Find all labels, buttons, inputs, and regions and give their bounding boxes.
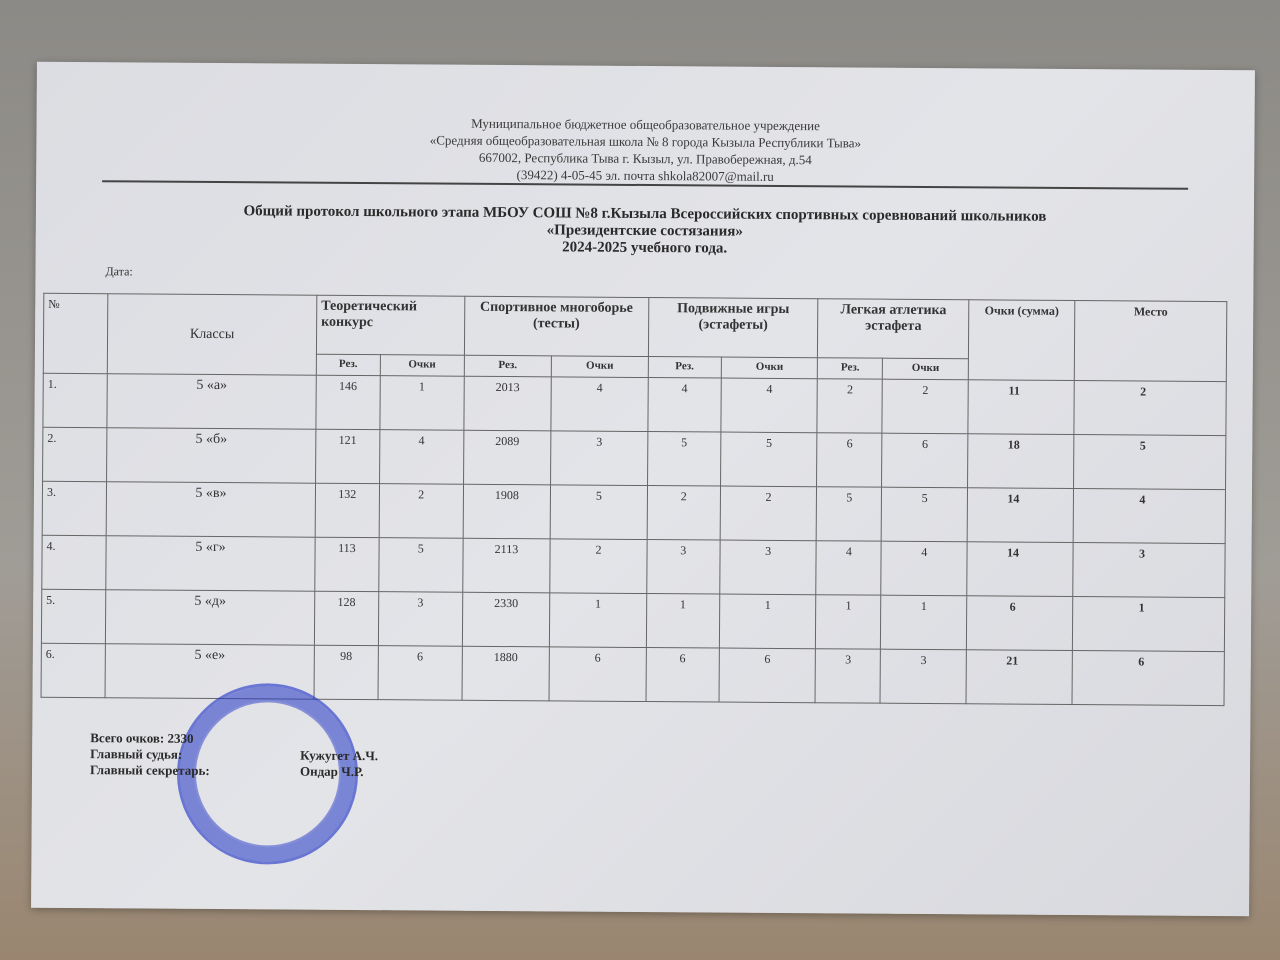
table-cell: 2	[1074, 381, 1226, 436]
table-cell: 14	[967, 542, 1073, 597]
subheader-res: Рез.	[818, 358, 883, 379]
table-cell: 3	[815, 649, 880, 703]
table-cell: 14	[967, 488, 1073, 543]
table-cell: 5 «б»	[107, 428, 316, 483]
table-cell: 5.	[41, 589, 105, 643]
table-cell: 121	[316, 429, 380, 483]
date-label: Дата:	[105, 264, 133, 279]
table-cell: 5	[817, 487, 882, 541]
table-cell: 1880	[462, 646, 550, 701]
col-classes: Классы	[107, 294, 317, 375]
title-line: 2024-2025 учебного года.	[562, 239, 728, 257]
header-line: «Средняя общеобразовательная школа № 8 города Кызыла Республики Тыва»	[429, 132, 862, 151]
table-cell: 5	[550, 485, 647, 540]
table-cell: 1	[550, 593, 647, 648]
subheader-pts: Очки	[721, 357, 818, 379]
table-cell: 4	[881, 541, 967, 596]
table-cell: 5	[720, 432, 817, 487]
table-row	[42, 481, 1225, 543]
total-points: Всего очков: 2330	[90, 730, 194, 746]
subheader-pts: Очки	[380, 355, 464, 377]
table-cell: 6	[966, 596, 1072, 651]
table-cell: 5 «д»	[105, 590, 314, 645]
table-cell: 4.	[42, 535, 106, 589]
table-cell: 3	[1073, 543, 1225, 598]
title-line: Общий протокол школьного этапа МБОУ СОШ №8 г.Кызыла Всероссийских спортивных соревнований школьников	[243, 203, 1047, 225]
table-cell: 3	[646, 540, 720, 595]
subheader-res: Рез.	[464, 355, 552, 377]
table-cell: 1	[1072, 597, 1224, 652]
table-cell: 4	[816, 541, 881, 595]
table-cell: 5 «г»	[106, 536, 315, 591]
table-cell: 2	[720, 486, 817, 541]
header-line: Муниципальное бюджетное общеобразовательное учреждение	[471, 115, 820, 134]
table-cell: 2	[882, 379, 968, 434]
table-cell: 128	[314, 591, 378, 645]
school-header	[36, 112, 1254, 189]
table-cell: 2	[550, 539, 647, 594]
table-cell: 2	[817, 379, 882, 433]
judge-name: Кужугет А.Ч.	[300, 747, 379, 764]
table-cell: 5 «е»	[105, 644, 314, 699]
table-cell: 6	[378, 646, 462, 701]
table-cell: 4	[1073, 489, 1225, 544]
table-row	[41, 589, 1224, 651]
table-cell: 132	[315, 483, 379, 537]
table-cell: 1	[719, 594, 816, 649]
table-cell: 4	[551, 377, 648, 432]
table-cell: 4	[721, 378, 818, 433]
secretary-label: Главный секретарь:	[89, 762, 210, 778]
table-cell: 98	[314, 645, 378, 699]
table-cell: 18	[968, 434, 1074, 489]
results-table	[41, 293, 1228, 706]
table-row	[42, 535, 1225, 597]
table-cell: 6	[1072, 651, 1224, 706]
secretary-name: Ондар Ч.Р.	[299, 763, 364, 780]
signatures	[90, 730, 378, 780]
table-cell: 5	[378, 538, 462, 593]
table-cell: 3	[880, 649, 966, 704]
document-title	[36, 202, 1254, 262]
table-cell: 6	[817, 433, 882, 487]
header-line: (39422) 4-05-45 эл. почта shkola82007@mail.ru	[516, 167, 774, 184]
table-cell: 1	[881, 595, 967, 650]
table-cell: 4	[379, 430, 463, 485]
table-cell: 2013	[464, 376, 552, 431]
table-cell: 6	[882, 433, 968, 488]
header-line: 667002, Республика Тыва г. Кызыл, ул. Правобережная, д.54	[478, 149, 812, 168]
table-cell: 6	[646, 648, 720, 703]
table-cell: 1	[380, 376, 464, 431]
table-cell: 2.	[43, 427, 107, 481]
col-games: Подвижные игры (эстафеты)	[648, 298, 818, 358]
document-page	[31, 62, 1255, 916]
table-cell: 5 «а»	[107, 374, 316, 429]
table-cell: 2089	[463, 430, 551, 485]
table-cell: 2330	[462, 592, 550, 647]
table-row	[43, 373, 1226, 435]
table-cell: 5	[1074, 435, 1226, 490]
subheader-res: Рез.	[648, 357, 721, 379]
table-cell: 3	[378, 592, 462, 647]
table-cell: 5	[881, 487, 967, 542]
col-num: №	[43, 293, 108, 373]
table-cell: 1.	[43, 373, 107, 427]
col-sum: Очки (сумма)	[968, 300, 1075, 381]
table-cell: 4	[648, 378, 722, 433]
table-cell: 113	[315, 537, 379, 591]
table-cell: 6.	[41, 643, 105, 697]
table-cell: 2	[647, 486, 721, 541]
table-cell: 3.	[42, 481, 106, 535]
table-row	[43, 427, 1226, 489]
table-cell: 2	[379, 484, 463, 539]
judge-label: Главный судья:	[90, 746, 183, 762]
table-cell: 21	[966, 650, 1072, 705]
table-cell: 1908	[463, 484, 551, 539]
table-cell: 1	[816, 595, 881, 649]
subheader-pts: Очки	[551, 356, 648, 378]
title-line: «Президентские состязания»	[546, 222, 743, 240]
table-cell: 6	[549, 647, 646, 702]
subheader-pts: Очки	[883, 358, 969, 380]
table-cell: 6	[719, 648, 816, 703]
table-cell: 5 «в»	[106, 482, 315, 537]
table-cell: 2113	[462, 538, 550, 593]
col-athletics: Легкая атлетика эстафета	[818, 299, 969, 359]
col-theory: Теоретический конкурс	[316, 295, 464, 355]
table-cell: 5	[647, 432, 721, 487]
table-cell: 3	[720, 540, 817, 595]
col-sport: Спортивное многоборье (тесты)	[464, 296, 648, 356]
table-cell: 146	[316, 375, 380, 429]
table-cell: 1	[646, 594, 720, 649]
col-place: Место	[1074, 301, 1227, 382]
table-cell: 11	[968, 380, 1074, 435]
subheader-res: Рез.	[316, 354, 380, 375]
table-cell: 3	[551, 431, 648, 486]
